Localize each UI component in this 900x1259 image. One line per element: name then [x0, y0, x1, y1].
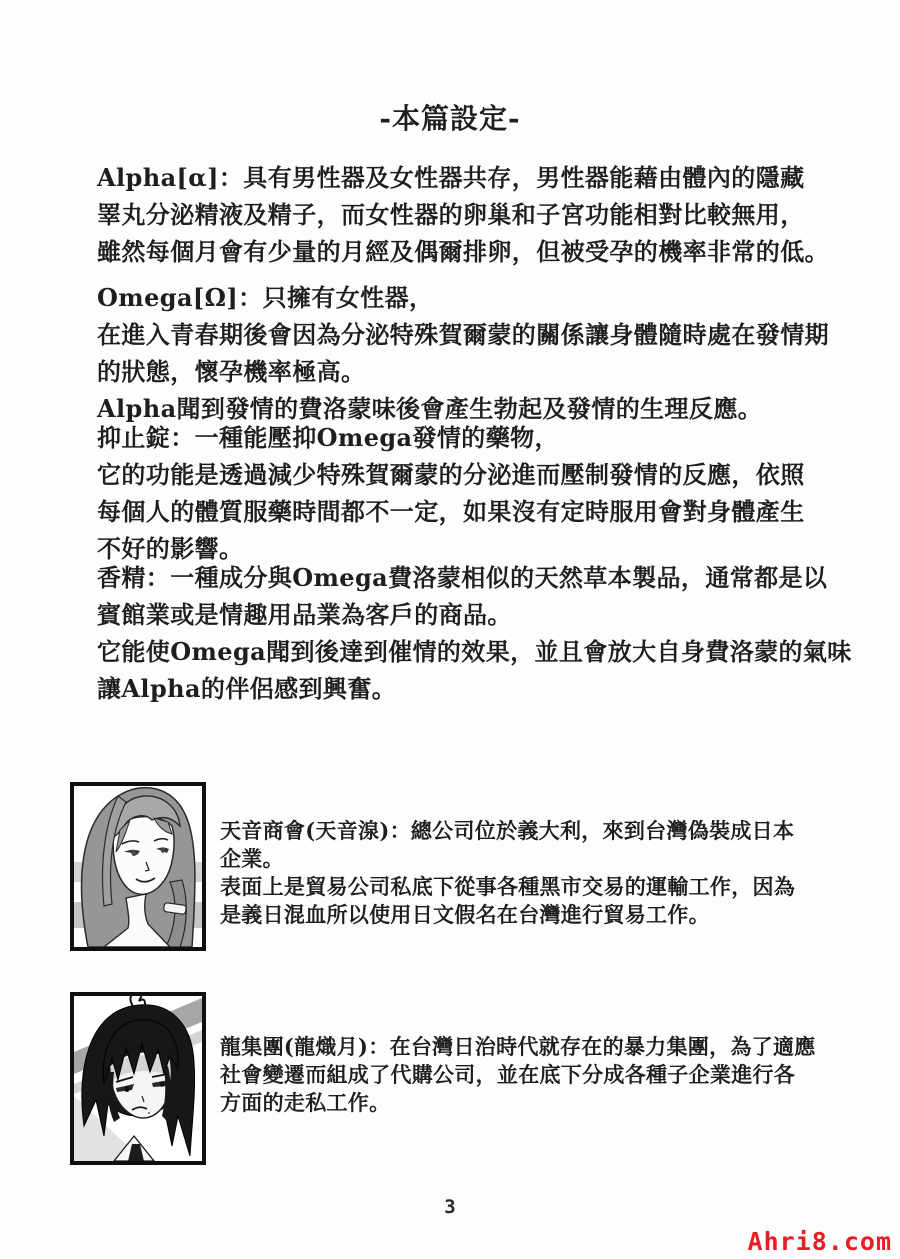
setting-text-line: 不好的影響。: [97, 534, 244, 563]
character-text-line: 表面上是貿易公司私底下從事各種黑市交易的運輸工作，因為: [220, 874, 796, 899]
amane-portrait: [70, 782, 206, 951]
character-text-line: 是義日混血所以使用日文假名在台灣進行貿易工作。: [220, 902, 710, 927]
setting-text-line: 它能使Omega聞到後達到催情的效果，並且會放大自身費洛蒙的氣味: [97, 637, 852, 666]
long-portrait-illustration: [74, 996, 202, 1161]
setting-text-line: 讓Alpha的伴侶感到興奮。: [97, 674, 397, 703]
character-text-line: 天音商會(天音湶)：總公司位於義大利，來到台灣偽裝成日本: [220, 818, 795, 843]
character-text-line: 龍集團(龍熾月)：在台灣日治時代就存在的暴力集團，為了適應: [220, 1034, 816, 1059]
setting-text-line: 每個人的體質服藥時間都不一定，如果沒有定時服用會對身體產生: [97, 497, 805, 526]
setting-text-line: 雖然每個月會有少量的月經及偶爾排卵，但被受孕的機率非常的低。: [97, 237, 829, 266]
character-text-line: 社會變遷而組成了代購公司，並在底下分成各種子企業進行各: [220, 1062, 796, 1087]
setting-text-line: 睪丸分泌精液及精子，而女性器的卵巢和子宮功能相對比較無用，: [97, 200, 805, 229]
setting-block-omega: [97, 279, 857, 427]
setting-text-line: Alpha聞到發情的費洛蒙味後會產生勃起及發情的生理反應。: [97, 394, 763, 423]
setting-text-line: Alpha[α]：具有男性器及女性器共存，男性器能藉由體內的隱藏: [97, 163, 805, 192]
setting-text-line: 香精：一種成分與Omega費洛蒙相似的天然草本製品，通常都是以: [97, 563, 828, 592]
setting-text-line: 抑止錠：一種能壓抑Omega發情的藥物，: [97, 423, 559, 452]
setting-block-perfume: [97, 559, 857, 707]
setting-text-line: 賓館業或是情趣用品業為客戶的商品。: [97, 600, 512, 629]
character-text-line: 企業。: [220, 846, 284, 871]
setting-text-line: 它的功能是透過減少特殊賀爾蒙的分泌進而壓制發情的反應，依照: [97, 460, 805, 489]
page-title: -本篇設定-: [379, 102, 521, 135]
long-portrait: [70, 992, 206, 1165]
setting-block-alpha: [97, 159, 857, 270]
watermark: Ahri8.com: [747, 1227, 892, 1256]
setting-block-suppressant: [97, 419, 857, 567]
amane-portrait-illustration: [74, 786, 202, 947]
setting-text-line: 在進入青春期後會因為分泌特殊賀爾蒙的關係讓身體隨時處在發情期: [97, 320, 829, 349]
setting-text-line: Omega[Ω]：只擁有女性器，: [97, 283, 434, 312]
character-description-amane: [220, 817, 860, 929]
page-number: 3: [444, 1196, 456, 1218]
setting-text-line: 的狀態，懷孕機率極高。: [97, 357, 366, 386]
character-description-long: [220, 1033, 860, 1117]
character-text-line: 方面的走私工作。: [220, 1090, 391, 1115]
